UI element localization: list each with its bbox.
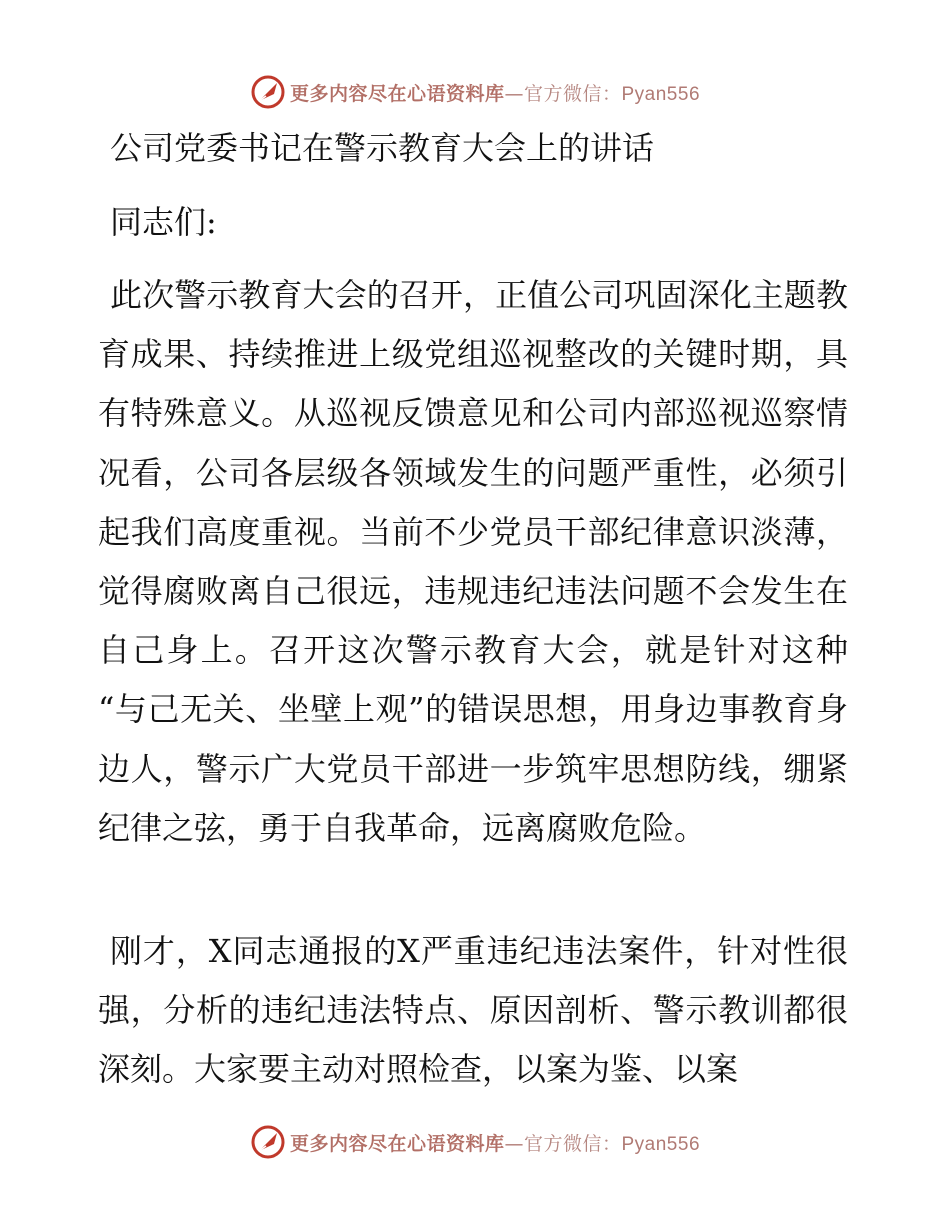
body-paragraph-1: 此次警示教育大会的召开，正值公司巩固深化主题教育成果、持续推进上级党组巡视整改的关键时期，具有特殊意义。从巡视反馈意见和公司内部巡视巡察情况看，公司各层级各领域发生的问题严重性，必须引起我们高度重视。当前不少党员干部纪律意识淡薄，觉得腐败离自己很远，违规违纪违法问题不会发生在自己身上。召开这次警示教育大会，就是针对这种 “与己无关、坐壁上观”的错误思想，用身边事教育身边人，警示广大党员干部进一步筑牢思想防线，绷紧纪律之弦，勇于自我革命，远离腐败危险。 bbox=[98, 276, 848, 847]
watermark-site-text: 更多内容尽在心语资料库 bbox=[289, 1132, 505, 1155]
watermark-separator: — bbox=[504, 82, 524, 105]
watermark-text bbox=[290, 79, 700, 106]
red-quill-logo-icon bbox=[250, 74, 286, 110]
watermark-header bbox=[0, 72, 950, 112]
watermark-wechat-label: 官方微信： bbox=[523, 82, 622, 105]
watermark-wechat-id: Pyan556 bbox=[621, 1133, 701, 1155]
red-quill-logo-icon bbox=[250, 1124, 286, 1160]
watermark-separator: — bbox=[504, 1132, 524, 1155]
watermark-wechat-id: Pyan556 bbox=[621, 83, 701, 105]
watermark-wechat-label: 官方微信： bbox=[523, 1132, 622, 1155]
salutation: 同志们: bbox=[110, 203, 217, 241]
watermark-site-text: 更多内容尽在心语资料库 bbox=[289, 82, 505, 105]
document-title: 公司党委书记在警示教育大会上的讲话 bbox=[110, 129, 655, 167]
body-paragraph-2: 刚才，X同志通报的X严重违纪违法案件，针对性很强，分析的违纪违法特点、原因剖析、警示教训都很深刻。大家要主动对照检查，以案为鉴、以案 bbox=[98, 932, 848, 1089]
watermark-text bbox=[290, 1129, 700, 1156]
watermark-footer bbox=[0, 1122, 950, 1162]
